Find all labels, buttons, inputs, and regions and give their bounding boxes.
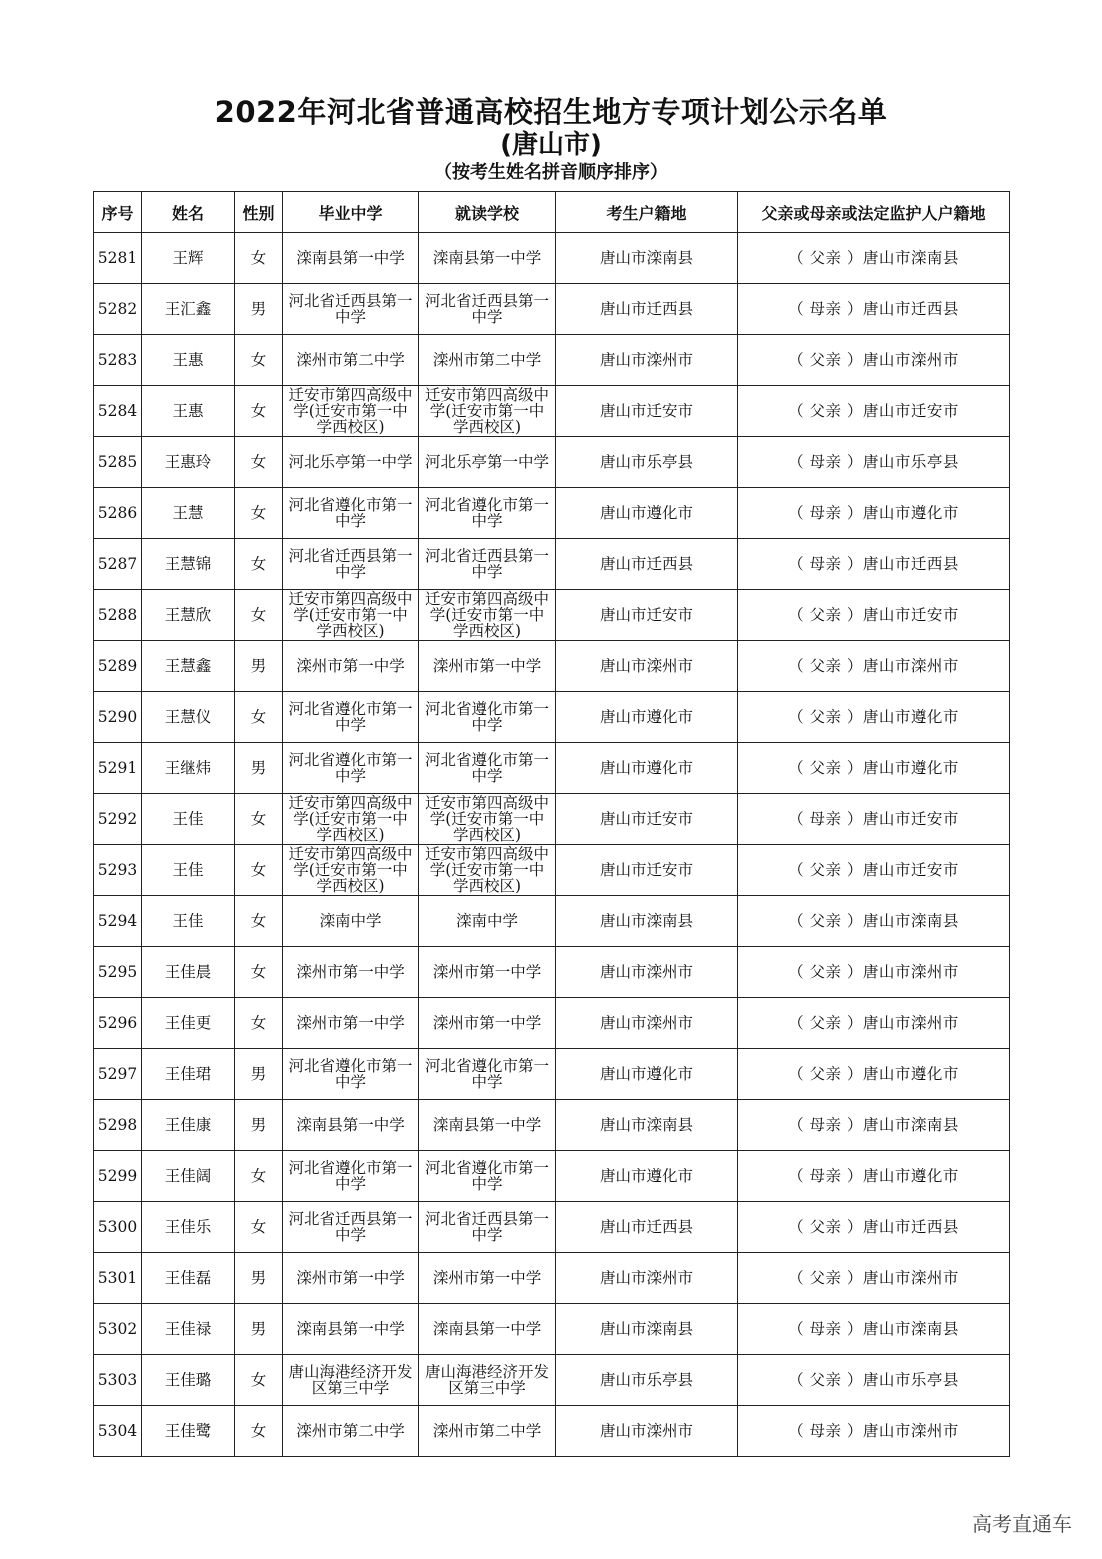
cell-name: 王佳璐 — [142, 1355, 235, 1406]
table-row — [94, 284, 1010, 335]
cell-name: 王辉 — [142, 233, 235, 284]
cell-grad-school: 滦州市第二中学 — [283, 335, 419, 386]
table-row — [94, 1049, 1010, 1100]
cell-grad-school: 河北省遵化市第一中学 — [283, 488, 419, 539]
cell-sex: 女 — [235, 1151, 283, 1202]
col-header-grad-school: 毕业中学 — [283, 192, 419, 233]
cell-name: 王佳磊 — [142, 1253, 235, 1304]
cell-sex: 女 — [235, 1355, 283, 1406]
cell-sex: 女 — [235, 335, 283, 386]
table-row — [94, 947, 1010, 998]
cell-grad-school: 河北乐亭第一中学 — [283, 437, 419, 488]
cell-hukou: 唐山市迁安市 — [556, 794, 738, 845]
cell-name: 王慧仪 — [142, 692, 235, 743]
cell-seq: 5288 — [94, 590, 142, 641]
cell-current-school: 迁安市第四高级中学(迁安市第一中学西校区) — [419, 590, 556, 641]
cell-seq: 5293 — [94, 845, 142, 896]
cell-seq: 5282 — [94, 284, 142, 335]
cell-name: 王慧锦 — [142, 539, 235, 590]
cell-current-school: 河北省遵化市第一中学 — [419, 1151, 556, 1202]
cell-guardian-hukou: （ 父亲 ）唐山市滦州市 — [738, 641, 1010, 692]
cell-current-school: 迁安市第四高级中学(迁安市第一中学西校区) — [419, 794, 556, 845]
cell-grad-school: 迁安市第四高级中学(迁安市第一中学西校区) — [283, 845, 419, 896]
cell-guardian-hukou: （ 母亲 ）唐山市迁西县 — [738, 284, 1010, 335]
table-row — [94, 1100, 1010, 1151]
cell-hukou: 唐山市滦州市 — [556, 1253, 738, 1304]
table-row — [94, 590, 1010, 641]
cell-sex: 男 — [235, 1253, 283, 1304]
cell-name: 王佳晨 — [142, 947, 235, 998]
cell-current-school: 河北省遵化市第一中学 — [419, 692, 556, 743]
table-row — [94, 1406, 1010, 1457]
cell-hukou: 唐山市滦州市 — [556, 641, 738, 692]
cell-sex: 女 — [235, 386, 283, 437]
cell-seq: 5303 — [94, 1355, 142, 1406]
roster-table — [93, 191, 1010, 1457]
cell-grad-school: 滦州市第一中学 — [283, 641, 419, 692]
cell-guardian-hukou: （ 母亲 ）唐山市迁西县 — [738, 539, 1010, 590]
cell-guardian-hukou: （ 父亲 ）唐山市滦州市 — [738, 998, 1010, 1049]
cell-current-school: 滦州市第二中学 — [419, 335, 556, 386]
cell-hukou: 唐山市遵化市 — [556, 488, 738, 539]
cell-name: 王佳 — [142, 896, 235, 947]
cell-hukou: 唐山市乐亭县 — [556, 1355, 738, 1406]
cell-sex: 男 — [235, 1100, 283, 1151]
table-row — [94, 233, 1010, 284]
cell-current-school: 滦南中学 — [419, 896, 556, 947]
cell-sex: 女 — [235, 1202, 283, 1253]
cell-seq: 5294 — [94, 896, 142, 947]
cell-guardian-hukou: （ 母亲 ）唐山市滦南县 — [738, 1100, 1010, 1151]
cell-hukou: 唐山市迁安市 — [556, 590, 738, 641]
cell-sex: 男 — [235, 641, 283, 692]
cell-hukou: 唐山市滦州市 — [556, 1406, 738, 1457]
cell-seq: 5285 — [94, 437, 142, 488]
cell-name: 王惠 — [142, 386, 235, 437]
cell-guardian-hukou: （ 父亲 ）唐山市遵化市 — [738, 1049, 1010, 1100]
col-header-current-school: 就读学校 — [419, 192, 556, 233]
cell-sex: 女 — [235, 845, 283, 896]
cell-seq: 5304 — [94, 1406, 142, 1457]
cell-seq: 5287 — [94, 539, 142, 590]
cell-guardian-hukou: （ 母亲 ）唐山市滦州市 — [738, 1406, 1010, 1457]
cell-grad-school: 滦州市第一中学 — [283, 998, 419, 1049]
cell-current-school: 滦南县第一中学 — [419, 1304, 556, 1355]
cell-hukou: 唐山市滦南县 — [556, 896, 738, 947]
cell-grad-school: 滦南县第一中学 — [283, 1304, 419, 1355]
cell-guardian-hukou: （ 父亲 ）唐山市滦州市 — [738, 947, 1010, 998]
cell-grad-school: 迁安市第四高级中学(迁安市第一中学西校区) — [283, 794, 419, 845]
watermark-text: 高考直通车 — [972, 1512, 1072, 1536]
cell-name: 王佳阔 — [142, 1151, 235, 1202]
cell-hukou: 唐山市迁西县 — [556, 539, 738, 590]
table-row — [94, 539, 1010, 590]
cell-name: 王慧鑫 — [142, 641, 235, 692]
cell-grad-school: 滦南中学 — [283, 896, 419, 947]
cell-current-school: 河北省遵化市第一中学 — [419, 488, 556, 539]
table-row — [94, 1151, 1010, 1202]
table-row — [94, 335, 1010, 386]
cell-name: 王佳 — [142, 845, 235, 896]
table-header-row — [94, 192, 1010, 233]
cell-guardian-hukou: （ 母亲 ）唐山市遵化市 — [738, 1151, 1010, 1202]
cell-grad-school: 河北省遵化市第一中学 — [283, 1049, 419, 1100]
cell-name: 王慧欣 — [142, 590, 235, 641]
cell-guardian-hukou: （ 父亲 ）唐山市遵化市 — [738, 743, 1010, 794]
cell-sex: 女 — [235, 794, 283, 845]
table-row — [94, 794, 1010, 845]
cell-hukou: 唐山市滦州市 — [556, 947, 738, 998]
cell-grad-school: 河北省遵化市第一中学 — [283, 692, 419, 743]
cell-sex: 男 — [235, 1049, 283, 1100]
cell-current-school: 滦州市第一中学 — [419, 1253, 556, 1304]
table-row — [94, 1202, 1010, 1253]
cell-name: 王佳 — [142, 794, 235, 845]
table-body — [94, 233, 1010, 1457]
cell-sex: 女 — [235, 539, 283, 590]
cell-name: 王汇鑫 — [142, 284, 235, 335]
cell-seq: 5301 — [94, 1253, 142, 1304]
cell-grad-school: 迁安市第四高级中学(迁安市第一中学西校区) — [283, 386, 419, 437]
cell-name: 王佳鹭 — [142, 1406, 235, 1457]
cell-seq: 5300 — [94, 1202, 142, 1253]
cell-sex: 男 — [235, 743, 283, 794]
cell-name: 王惠玲 — [142, 437, 235, 488]
cell-name: 王佳康 — [142, 1100, 235, 1151]
cell-seq: 5289 — [94, 641, 142, 692]
cell-hukou: 唐山市遵化市 — [556, 1049, 738, 1100]
page-title: 2022年河北省普通高校招生地方专项计划公示名单 — [214, 95, 888, 129]
cell-guardian-hukou: （ 母亲 ）唐山市遵化市 — [738, 488, 1010, 539]
table-row — [94, 743, 1010, 794]
cell-current-school: 滦州市第一中学 — [419, 641, 556, 692]
cell-grad-school: 滦南县第一中学 — [283, 1100, 419, 1151]
cell-hukou: 唐山市遵化市 — [556, 692, 738, 743]
cell-hukou: 唐山市滦州市 — [556, 998, 738, 1049]
cell-guardian-hukou: （ 父亲 ）唐山市滦州市 — [738, 335, 1010, 386]
cell-guardian-hukou: （ 父亲 ）唐山市迁安市 — [738, 386, 1010, 437]
cell-grad-school: 河北省迁西县第一中学 — [283, 539, 419, 590]
cell-seq: 5302 — [94, 1304, 142, 1355]
cell-guardian-hukou: （ 父亲 ）唐山市滦州市 — [738, 1253, 1010, 1304]
cell-current-school: 迁安市第四高级中学(迁安市第一中学西校区) — [419, 845, 556, 896]
table-row — [94, 998, 1010, 1049]
cell-grad-school: 迁安市第四高级中学(迁安市第一中学西校区) — [283, 590, 419, 641]
cell-guardian-hukou: （ 母亲 ）唐山市滦南县 — [738, 1304, 1010, 1355]
cell-hukou: 唐山市滦州市 — [556, 335, 738, 386]
cell-seq: 5295 — [94, 947, 142, 998]
cell-guardian-hukou: （ 父亲 ）唐山市滦南县 — [738, 233, 1010, 284]
cell-grad-school: 河北省遵化市第一中学 — [283, 1151, 419, 1202]
cell-guardian-hukou: （ 父亲 ）唐山市遵化市 — [738, 692, 1010, 743]
cell-guardian-hukou: （ 父亲 ）唐山市迁安市 — [738, 845, 1010, 896]
table-row — [94, 896, 1010, 947]
cell-grad-school: 唐山海港经济开发区第三中学 — [283, 1355, 419, 1406]
cell-grad-school: 河北省遵化市第一中学 — [283, 743, 419, 794]
cell-name: 王佳更 — [142, 998, 235, 1049]
cell-guardian-hukou: （ 父亲 ）唐山市乐亭县 — [738, 1355, 1010, 1406]
cell-seq: 5290 — [94, 692, 142, 743]
cell-name: 王慧 — [142, 488, 235, 539]
cell-seq: 5296 — [94, 998, 142, 1049]
cell-name: 王佳禄 — [142, 1304, 235, 1355]
cell-current-school: 河北省迁西县第一中学 — [419, 1202, 556, 1253]
col-header-name: 姓名 — [142, 192, 235, 233]
cell-hukou: 唐山市滦南县 — [556, 1100, 738, 1151]
cell-sex: 女 — [235, 590, 283, 641]
cell-sex: 女 — [235, 896, 283, 947]
cell-sex: 女 — [235, 1406, 283, 1457]
col-header-guardian-hukou: 父亲或母亲或法定监护人户籍地 — [738, 192, 1010, 233]
cell-grad-school: 滦州市第一中学 — [283, 947, 419, 998]
table-row — [94, 386, 1010, 437]
sort-note: （按考生姓名拼音顺序排序） — [434, 162, 668, 183]
cell-sex: 女 — [235, 998, 283, 1049]
cell-current-school: 滦南县第一中学 — [419, 1100, 556, 1151]
table-row — [94, 1355, 1010, 1406]
cell-seq: 5283 — [94, 335, 142, 386]
cell-guardian-hukou: （ 母亲 ）唐山市乐亭县 — [738, 437, 1010, 488]
cell-grad-school: 滦南县第一中学 — [283, 233, 419, 284]
cell-hukou: 唐山市遵化市 — [556, 743, 738, 794]
cell-current-school: 滦南县第一中学 — [419, 233, 556, 284]
col-header-sex: 性别 — [235, 192, 283, 233]
cell-current-school: 唐山海港经济开发区第三中学 — [419, 1355, 556, 1406]
col-header-hukou: 考生户籍地 — [556, 192, 738, 233]
cell-seq: 5292 — [94, 794, 142, 845]
cell-seq: 5297 — [94, 1049, 142, 1100]
cell-seq: 5286 — [94, 488, 142, 539]
table-row — [94, 1304, 1010, 1355]
cell-name: 王佳珺 — [142, 1049, 235, 1100]
cell-sex: 男 — [235, 284, 283, 335]
cell-hukou: 唐山市迁安市 — [556, 845, 738, 896]
cell-name: 王佳乐 — [142, 1202, 235, 1253]
cell-guardian-hukou: （ 母亲 ）唐山市迁安市 — [738, 794, 1010, 845]
cell-seq: 5281 — [94, 233, 142, 284]
cell-current-school: 滦州市第一中学 — [419, 947, 556, 998]
cell-current-school: 滦州市第一中学 — [419, 998, 556, 1049]
cell-seq: 5298 — [94, 1100, 142, 1151]
cell-seq: 5291 — [94, 743, 142, 794]
cell-sex: 女 — [235, 947, 283, 998]
cell-current-school: 河北省遵化市第一中学 — [419, 1049, 556, 1100]
cell-name: 王惠 — [142, 335, 235, 386]
cell-guardian-hukou: （ 父亲 ）唐山市滦南县 — [738, 896, 1010, 947]
table-row — [94, 845, 1010, 896]
col-header-seq: 序号 — [94, 192, 142, 233]
table-row — [94, 641, 1010, 692]
page-subtitle: (唐山市) — [500, 130, 602, 160]
cell-sex: 女 — [235, 692, 283, 743]
cell-hukou: 唐山市迁安市 — [556, 386, 738, 437]
cell-hukou: 唐山市滦南县 — [556, 233, 738, 284]
cell-hukou: 唐山市迁西县 — [556, 1202, 738, 1253]
table-row — [94, 1253, 1010, 1304]
cell-sex: 女 — [235, 437, 283, 488]
cell-guardian-hukou: （ 父亲 ）唐山市迁安市 — [738, 590, 1010, 641]
cell-guardian-hukou: （ 父亲 ）唐山市迁西县 — [738, 1202, 1010, 1253]
cell-seq: 5299 — [94, 1151, 142, 1202]
cell-sex: 男 — [235, 1304, 283, 1355]
cell-grad-school: 河北省迁西县第一中学 — [283, 1202, 419, 1253]
cell-hukou: 唐山市迁西县 — [556, 284, 738, 335]
cell-hukou: 唐山市乐亭县 — [556, 437, 738, 488]
cell-current-school: 河北省遵化市第一中学 — [419, 743, 556, 794]
cell-sex: 女 — [235, 233, 283, 284]
table-row — [94, 692, 1010, 743]
cell-hukou: 唐山市遵化市 — [556, 1151, 738, 1202]
table-row — [94, 488, 1010, 539]
cell-grad-school: 滦州市第一中学 — [283, 1253, 419, 1304]
cell-current-school: 迁安市第四高级中学(迁安市第一中学西校区) — [419, 386, 556, 437]
cell-hukou: 唐山市滦南县 — [556, 1304, 738, 1355]
cell-grad-school: 滦州市第二中学 — [283, 1406, 419, 1457]
cell-sex: 女 — [235, 488, 283, 539]
cell-name: 王继炜 — [142, 743, 235, 794]
cell-grad-school: 河北省迁西县第一中学 — [283, 284, 419, 335]
cell-current-school: 河北省迁西县第一中学 — [419, 284, 556, 335]
cell-current-school: 河北省迁西县第一中学 — [419, 539, 556, 590]
cell-seq: 5284 — [94, 386, 142, 437]
table-row — [94, 437, 1010, 488]
cell-current-school: 河北乐亭第一中学 — [419, 437, 556, 488]
cell-current-school: 滦州市第二中学 — [419, 1406, 556, 1457]
